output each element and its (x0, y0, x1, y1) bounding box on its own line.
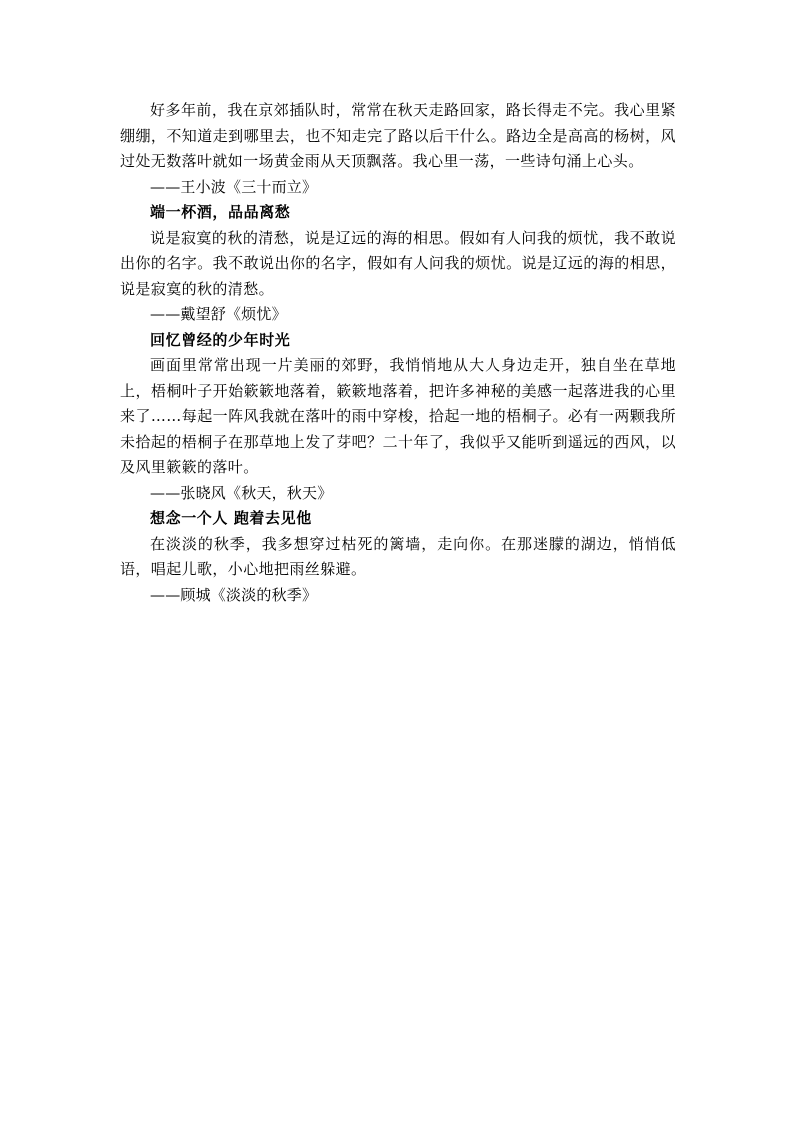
source-gu-cheng: ——顾城《淡淡的秋季》 (150, 585, 318, 604)
section-heading-2: 回忆曾经的少年时光 (150, 330, 291, 349)
paragraph-dai-wangshu: 说是寂寞的秋的清愁，说是辽远的海的相思。假如有人问我的烦忧，我不敢说出你的名字。我不敢说出你的名字，假如有人问我的烦忧。说是辽远的海的相思，说是寂寞的秋的清愁。 (120, 228, 676, 298)
source-wang-xiaobo: ——王小波《三十而立》 (150, 177, 318, 196)
source-zhang-xiaofeng: ——张晓风《秋天，秋天》 (150, 483, 333, 502)
source-dai-wangshu: ——戴望舒《烦忧》 (150, 305, 287, 323)
paragraph-zhang-xiaofeng: 画面里常常出现一片美丽的郊野，我悄悄地从大人身边走开，独自坐在草地上，梧桐叶子开始簌簌地落着，簌簌地落着，把许多神秘的美感一起落进我的心里来了……每起一阵风我就在落叶的雨中穿梭，拾起一地的梧桐子。必有一两颗我所未拾起的梧桐子在那草地上发了芽吧？二十年了，我似乎又能听到遥远的西风，以及风里簌簌的落叶。 (120, 356, 676, 476)
section-heading-1: 端一杯酒，品品离愁 (150, 203, 291, 221)
paragraph-wang-xiaobo: 好多年前，我在京郊插队时，常常在秋天走路回家，路长得走不完。我心里紧绷绷，不知道走到哪里去，也不知走完了路以后干什么。路边全是高高的杨树，风过处无数落叶就如一场黄金雨从天顶飘落。我心里一荡，一些诗句涌上心头。 (120, 101, 676, 170)
section-heading-3: 想念一个人 跑着去见他 (150, 509, 312, 527)
document-page (120, 98, 676, 608)
paragraph-gu-cheng: 在淡淡的秋季，我多想穿过枯死的篱墙，走向你。在那迷朦的湖边，悄悄低语，唱起儿歌，小心地把雨丝躲避。 (120, 534, 676, 578)
